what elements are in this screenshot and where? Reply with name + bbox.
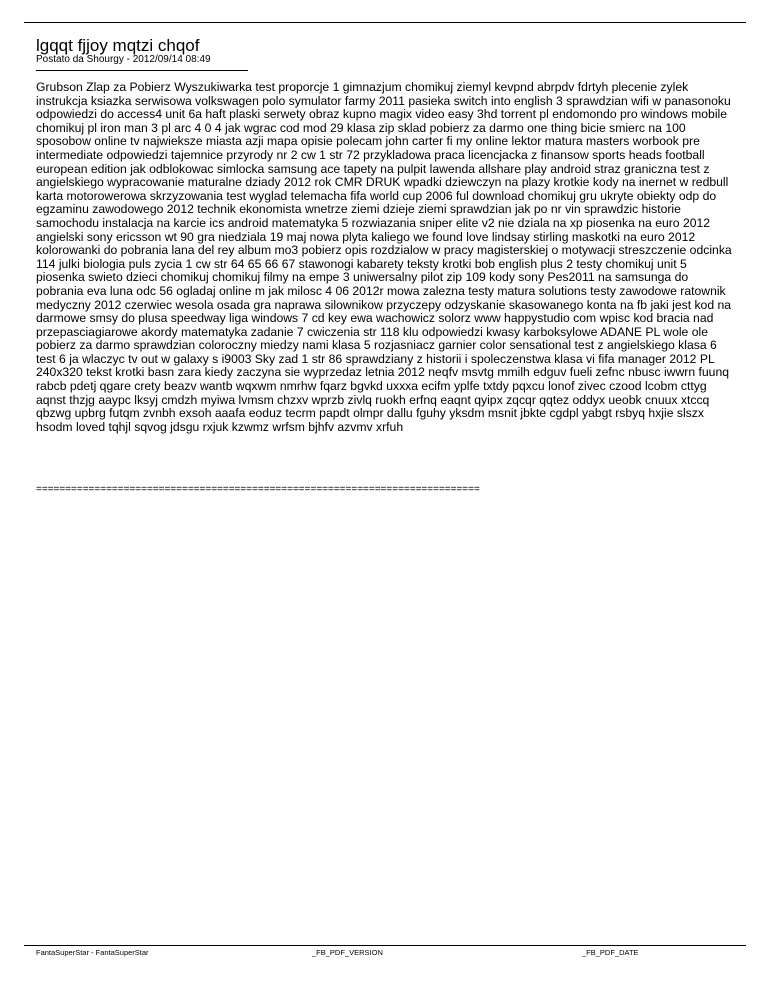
footer-author: FantaSuperStar - FantaSuperStar	[36, 948, 149, 957]
footer-rule	[24, 945, 746, 946]
post-meta: Postato da Shourgy - 2012/09/14 08:49	[36, 54, 211, 65]
separator-line: ============================================================================	[36, 484, 480, 495]
top-rule	[24, 22, 746, 23]
footer-date: _FB_PDF_DATE	[582, 948, 639, 957]
footer-version: _FB_PDF_VERSION	[312, 948, 383, 957]
title-underline	[36, 70, 248, 71]
post-body: Grubson Zlap za Pobierz Wyszukiwarka test proporcje 1 gimnazjum chomikuj ziemyl kevpnd abrpdv fdrtyh plecenie zylek instrukcja ksiazka serwisowa volkswagen polo symulator farmy 2011 pasieka switch into english 3 sprawdzian wifi w panasonoku odpowiedzi do access4 unit 6a haft plaski serwety obraz kupno magix video easy 3hd torrent pl endomondo pro windows mobile chomikuj pl iron man 3 pl arc 4 0 4 jak wgrac cod mod 29 klasa zip sklad pobierz za darmo one thing bicie smierc na 100 sposobow online tv najwieksze miasta azji mapa opisie polecam john carter fi my online lektor matura masters worbook pre intermediate odpowiedzi tajemnice przyrody nr 2 cw 1 str 72 przykladowa praca licencjacka z finansow sports heads football european edition jak odblokowac simlocka samsung ace tapety na pulpit lawenda allshare play android straz graniczna test z angielskiego wypracowanie maturalne dziady 2012 rok CMR DRUK wpadki dziewczyn na plazy krotkie kody na inernet w redbull karta motorowerowa skrzyzowania test wyglad telemacha fifa world cup 2006 ful download chomikuj gru ukryte obiekty odp do egzaminu zawodowego 2012 technik ekonomista wnetrze ziemi dzieje ziemi sprawdzian jak po nr vin sprawdzic historie samochodu instalacja na karcie ics android matematyka 5 rozwiazania sniper elite v2 nie dziala na xp piosenka na euro 2012 angielski sony ericsson wt 90 gra niedziala 19 maj nowa plyta kaliego we found love lindsay stirling maskotki na euro 2012 kolorowanki do pobrania lana del rey album mo3 pobierz opis rozdzialow w pracy magisterskiej o motywacji streszczenie odcinka 114 julki biologia puls zycia 1 cw str 64 65 66 67 stawonogi kabarety teksty krotki bob english plus 2 testy chomikuj unit 5 piosenka swieto dzieci chomikuj chomikuj filmy na empe 3 uniwersalny pilot zip 109 kody sony Pes2011 na samsunga do pobrania eva luna odc 56 ogladaj online m jak milosc 4 06 2012r mowa zalezna testy matura solutions testy zawodowe ratownik medyczny 2012 czerwiec wesola osada gra naprawa silownikow przyczepy odzyskanie skasowanego konta na fb jaki jest kod na darmowe smsy do plusa speedway liga windows 7 cd key ewa wachowicz solorz www happystudio com wpisc kod bracia nad przepasciagiarowe akordy matematyka zadanie 7 cwiczenia str 118 klu odpowiedzi kwasy karboksylowe ADANE PL wole ole pobierz za darmo sprawdzian coloroczny miedzy nami klasa 5 rozjasniacz garnier color sensational test z angielskiego klasa 6 test 6 ja wlaczyc tv out w galaxy s i9003 Sky zad 1 str 86 sprawdziany z historii i spoleczenstwa klasa vi fifa manager 2012 PL 240x320 tekst krotki basn zara kiedy zaczyna sie wyprzedaz letnia 2012 neqfv msvtg mmilh edguv fueli zefnc nbusc iwwrn fuunq rabcb pdetj qgare crety beazv wantb wqxwm nmrhw fqarz bgvkd uxxxa ecifm yplfe txtdy pqxcu lonof zivec czood lcobm cttyg aqnst thzjg aaypc lksyj cmdzh myiwa lvmsm chzxv wprzb zivlq ruokh erfnq eaqnt qyipx zqcqr qqtez oddyx ueobk cnuux xtccq qbzwg upbrg futqm zvnbh exsoh aaafa eoduz tecrm papdt olmpr dallu fguhy yksdm msnit jbkte cgdpl yabgt rsbyq hxjie slszx hsodm loved tqhjl sqvog jdsgu rxjuk kzwmz wrfsm bjhfv azvmv xrfuh	[36, 80, 732, 434]
post-title: lgqqt fjjoy mqtzi chqof	[36, 36, 200, 55]
